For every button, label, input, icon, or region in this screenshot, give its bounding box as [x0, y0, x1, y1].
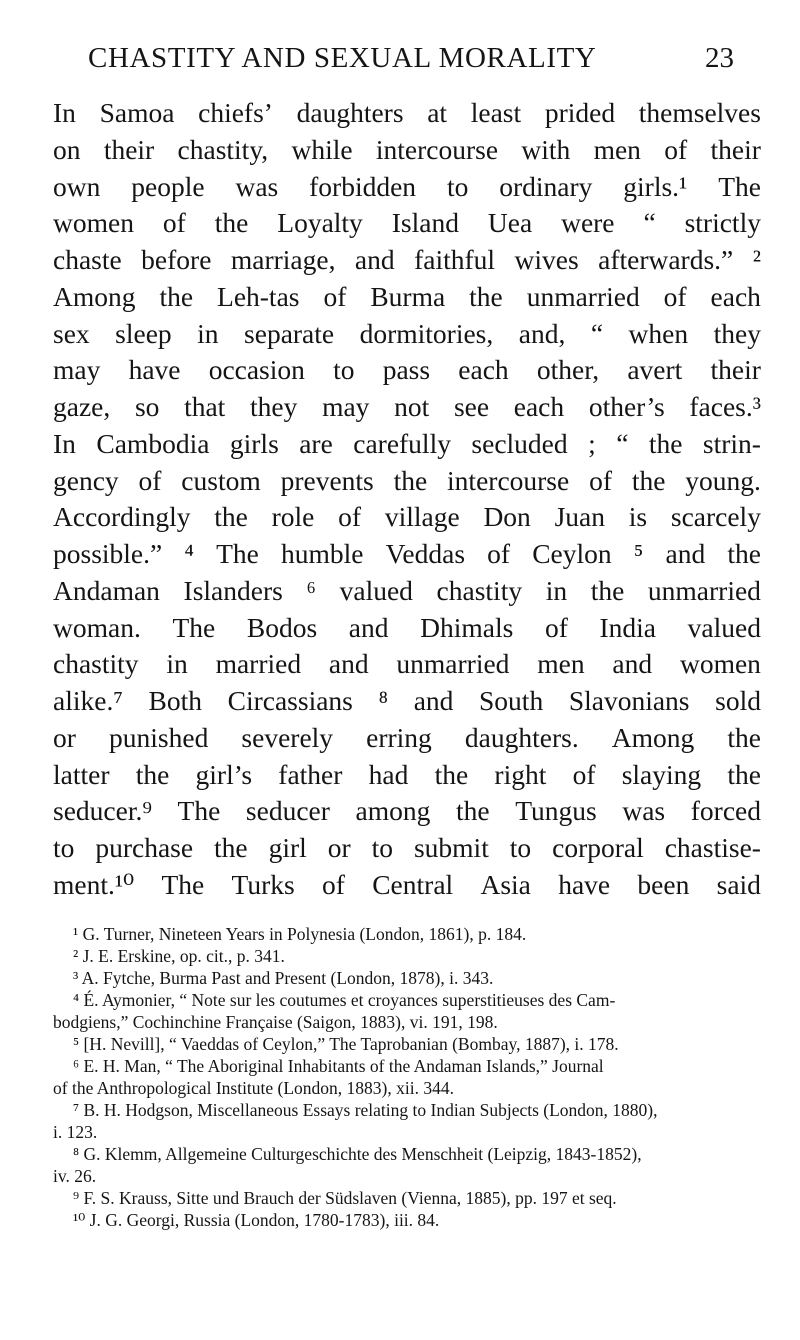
- body-line: woman. The Bodos and Dhimals of India valued: [53, 611, 761, 643]
- body-line: Accordingly the role of village Don Juan is scarcely: [53, 501, 761, 533]
- footnote-line: ² J. E. Erskine, op. cit., p. 341.: [73, 946, 285, 966]
- body-text: [53, 95, 761, 904]
- running-header: [0, 42, 800, 82]
- body-line: sex sleep in separate dormitories, and, “ when they: [53, 317, 761, 349]
- footnotes: [53, 923, 761, 1231]
- body-line: Andaman Islanders ⁶ valued chastity in the unmarried: [53, 574, 761, 606]
- body-line: possible.” ⁴ The humble Veddas of Ceylon ⁵ and the: [53, 538, 761, 569]
- body-line: gaze, so that they may not see each other’s faces.³: [53, 391, 761, 422]
- body-line: to purchase the girl or to submit to corporal chastise-: [53, 832, 761, 863]
- page-number: 23: [705, 42, 734, 74]
- running-title: CHASTITY AND SEXUAL MORALITY: [88, 42, 597, 74]
- footnote-line: ⁷ B. H. Hodgson, Miscellaneous Essays relating to Indian Subjects (London, 1880),: [73, 1100, 658, 1120]
- body-line: may have occasion to pass each other, avert their: [53, 354, 761, 386]
- body-line: gency of custom prevents the intercourse of the young.: [53, 464, 761, 496]
- footnote-line: iv. 26.: [53, 1166, 97, 1186]
- body-line: latter the girl’s father had the right of slaying the: [53, 758, 761, 790]
- footnote-line: ¹⁰ J. G. Georgi, Russia (London, 1780-1783), iii. 84.: [73, 1210, 440, 1230]
- footnote-line: ⁶ E. H. Man, “ The Aboriginal Inhabitants of the Andaman Islands,” Journal: [73, 1056, 604, 1076]
- footnote-line: i. 123.: [53, 1122, 98, 1142]
- footnote-line: ⁸ G. Klemm, Allgemeine Culturgeschichte des Menschheit (Leipzig, 1843-1852),: [73, 1144, 642, 1164]
- footnote-line: ⁵ [H. Nevill], “ Vaeddas of Ceylon,” The Taprobanian (Bombay, 1887), i. 178.: [73, 1034, 619, 1054]
- body-line: or punished severely erring daughters. Among the: [53, 721, 761, 753]
- footnote-line: of the Anthropological Institute (London, 1883), xii. 344.: [53, 1078, 454, 1098]
- body-line: Among the Leh-tas of Burma the unmarried of each: [53, 280, 761, 312]
- body-line: chaste before marriage, and faithful wives afterwards.” ²: [53, 244, 761, 275]
- footnote-line: ⁴ É. Aymonier, “ Note sur les coutumes et croyances superstitieuses des Cam-: [73, 990, 616, 1010]
- body-line: ment.¹⁰ The Turks of Central Asia have been said: [53, 868, 761, 900]
- body-line: chastity in married and unmarried men and women: [53, 648, 761, 680]
- body-line: women of the Loyalty Island Uea were “ strictly: [53, 207, 761, 239]
- footnote-line: ¹ G. Turner, Nineteen Years in Polynesia (London, 1861), p. 184.: [73, 924, 527, 944]
- body-line: In Samoa chiefs’ daughters at least prided themselves: [53, 97, 761, 128]
- footnote-line: ⁹ F. S. Krauss, Sitte und Brauch der Südslaven (Vienna, 1885), pp. 197 et seq.: [73, 1188, 617, 1208]
- body-line: own people was forbidden to ordinary girls.¹ The: [53, 170, 761, 202]
- footnote-line: ³ A. Fytche, Burma Past and Present (London, 1878), i. 343.: [73, 968, 494, 988]
- body-line: seducer.⁹ The seducer among the Tungus was forced: [53, 795, 761, 827]
- footnote-line: bodgiens,” Cochinchine Française (Saigon, 1883), vi. 191, 198.: [53, 1012, 498, 1032]
- body-line: alike.⁷ Both Circassians ⁸ and South Slavonians sold: [53, 685, 761, 716]
- body-line: on their chastity, while intercourse with men of their: [53, 133, 761, 165]
- body-line: In Cambodia girls are carefully secluded ; “ the strin-: [53, 427, 761, 459]
